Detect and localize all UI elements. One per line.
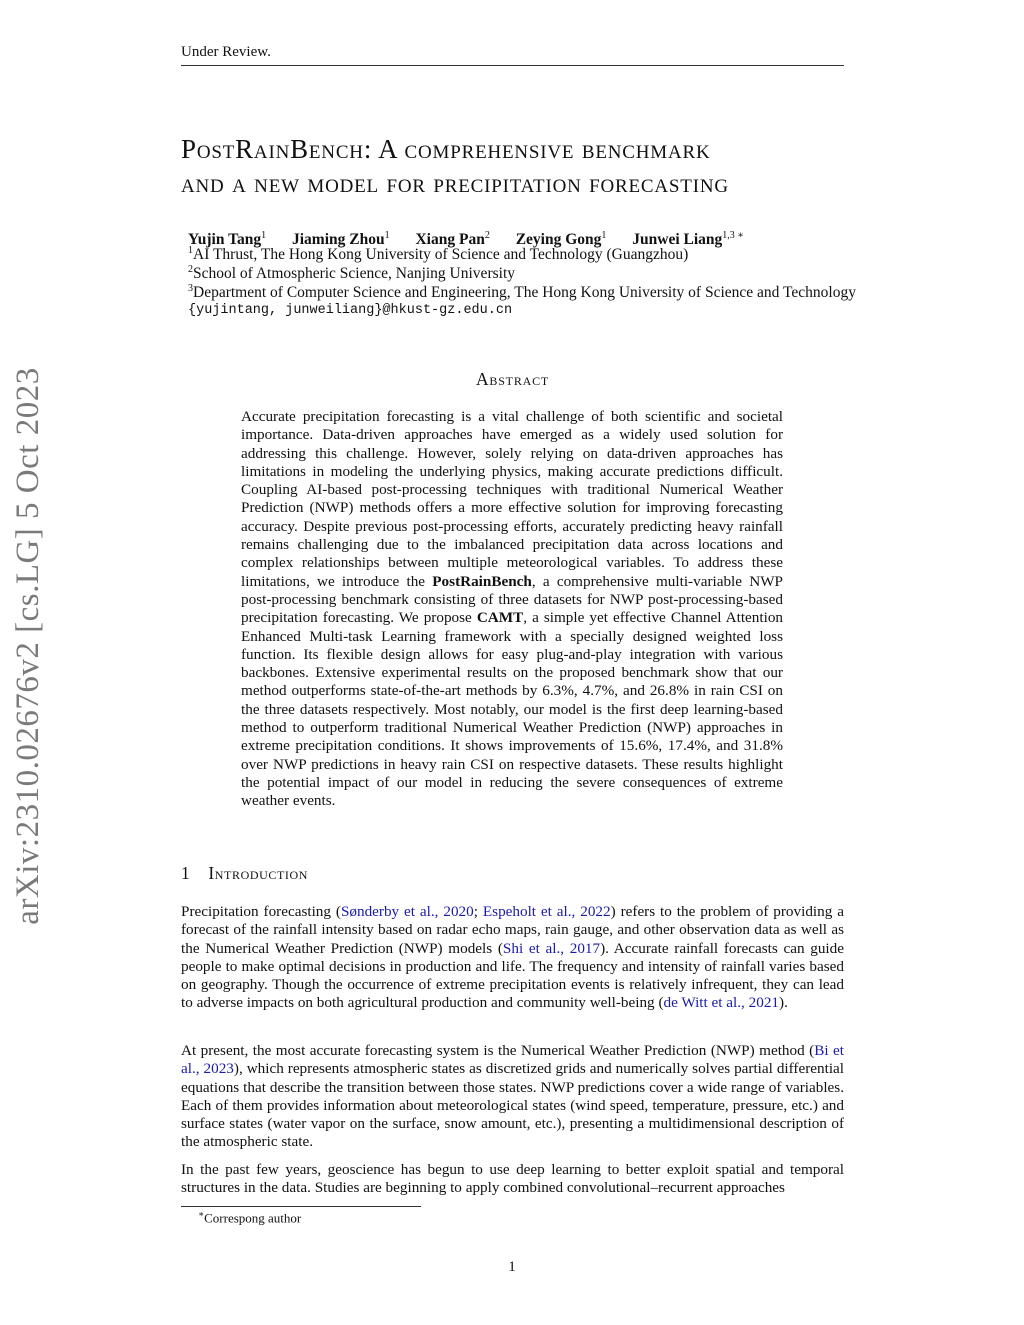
footnote-rule (181, 1206, 421, 1207)
citation-link[interactable]: de Witt et al., 2021 (663, 994, 780, 1012)
intro-paragraph-2: At present, the most accurate forecasting system is the Numerical Weather Prediction (NWP) method (Bi et al., 2023), which represents atmospheric states as discretized grids and numerically solves partial differential equations that describe the transition between those states. NWP predictions cover a wide range of variables. Each of them provides information about meteorological states (wind speed, temperature, pressure, etc.) and surface states (water vapor on the surface, snow amount, etc.), presenting a multidimensional description of the atmospheric state. (181, 1042, 845, 1151)
affiliation: $^1$AI Thrust, The Hong Kong University of Science and Technology (Guangzhou) (188, 245, 689, 264)
author: Yujin Tang$^1$ (188, 230, 267, 249)
citation-link[interactable]: Bi et al., 2023 (181, 1042, 844, 1078)
author: Jiaming Zhou$^1$ (292, 230, 390, 249)
title-line-1: PostRainBench: A comprehensive benchmark (181, 134, 711, 164)
page-number: 1 (508, 1259, 516, 1275)
arxiv-identifier: arXiv:2310.02676v2 [cs.LG] 5 Oct 2023 (10, 367, 46, 925)
intro-paragraph-3: In the past few years, geoscience has begun to use deep learning to better exploit spatial and temporal structures in the data. Studies are beginning to apply combined convolutional–recurrent approaches (181, 1161, 844, 1197)
paper-title (181, 132, 851, 200)
author-email: {yujintang, junweiliang}@hkust-gz.edu.cn (188, 303, 513, 318)
affiliation: $^3$Department of Computer Science and Engineering, The Hong Kong University of Science and Technology (188, 283, 856, 302)
author: Junwei Liang$^{1,3 ∗}$ (632, 230, 745, 249)
citation-link[interactable]: Sønderby et al., 2020 (340, 903, 474, 920)
citation-link[interactable]: Espeholt et al., 2022 (482, 903, 611, 920)
citation-link[interactable]: Shi et al., 2017 (502, 939, 601, 957)
running-header: Under Review. (181, 44, 844, 66)
title-line-2: and a new model for precipitation forecasting (181, 168, 729, 198)
affiliation: $^2$School of Atmospheric Science, Nanjing University (188, 264, 515, 283)
author: Zeying Gong$^1$ (515, 230, 607, 249)
intro-paragraph-1: Precipitation forecasting (Sønderby et al., 2020; Espeholt et al., 2022) refers to the problem of providing a forecast of the rainfall intensity based on radar echo maps, rain gauge, and other observation data as well as the Numerical Weather Prediction (NWP) models (Shi et al., 2017). Accurate rainfall forecasts can guide people to make optimal decisions in production and life. The frequency and intensity of rainfall varies based on geography. Though the occurrence of extreme precipitation events is relatively infrequent, they can lead to adverse impacts on both agricultural production and community well-being (de Witt et al., 2021). (181, 903, 844, 1012)
author: Xiang Pan$^2$ (415, 230, 490, 249)
abstract-heading: Abstract (475, 369, 550, 389)
footnote: ∗Correspong author (198, 1209, 302, 1226)
section-heading: 1 Introduction (181, 863, 309, 883)
abstract-text: Accurate precipitation forecasting is a vital challenge of both scientific and societal importance. Data-driven approaches have emerged as a widely used solution for addressing this challenge. However, solely relying on data-driven approaches has limitations in modeling the underlying physics, making accurate predictions difficult. Coupling AI-based post-processing techniques with traditional Numerical Weather Prediction (NWP) methods offers a more effective solution for improving forecasting accuracy. Despite previous post-processing efforts, accurately predicting heavy rainfall remains challenging due to the imbalanced precipitation data across locations and complex relationships between multiple meteorological variables. To address these limitations, we introduce the PostRainBench, a comprehensive multi-variable NWP post-processing benchmark consisting of three datasets for NWP post-processing-based precipitation forecasting. We propose CAMT, a simple yet effective Channel Attention Enhanced Multi-task Learning framework with a specially designed weighted loss function. Its flexible design allows for easy plug-and-play integration with various backbones. Extensive experimental results on the proposed benchmark show that our method outperforms state-of-the-art methods by 6.3%, 4.7%, and 26.8% in rain CSI on the three datasets respectively. Most notably, our model is the first deep learning-based method to outperform traditional Numerical Weather Prediction (NWP) approaches in extreme precipitation conditions. It shows improvements of 15.6%, 17.4%, and 31.8% over NWP predictions in heavy rain CSI on respective datasets. These results highlight the potential impact of our model in reducing the severe consequences of extreme weather events. (241, 408, 784, 810)
